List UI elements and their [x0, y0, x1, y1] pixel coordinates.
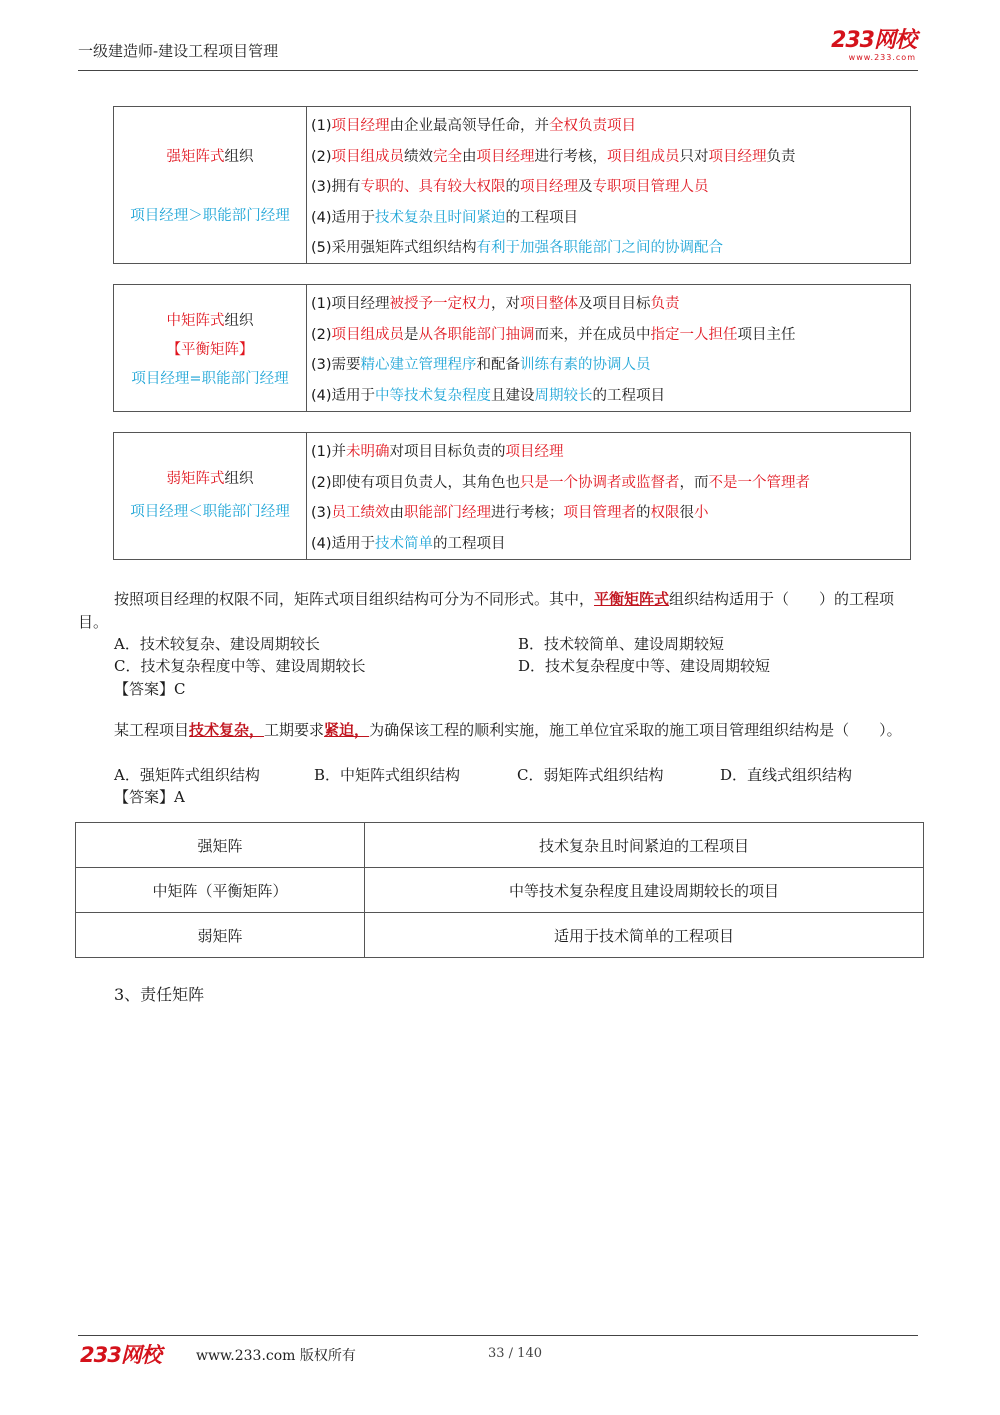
point-line: [311, 529, 910, 560]
q1-answer: 【答案】C: [114, 680, 186, 698]
point-text: 项目经理: [331, 118, 390, 134]
page-number: 33 / 140: [488, 1346, 542, 1361]
point-text: 而来，并在成员中: [534, 326, 651, 343]
weak-matrix-name: [167, 467, 254, 488]
table-cell: 中矩阵（平衡矩阵）: [76, 868, 365, 913]
balanced-matrix-name-suffix: 组织: [224, 312, 254, 329]
point-text: 未明确: [346, 444, 390, 460]
q2-stem-highlight-2: 紧迫，: [324, 721, 370, 739]
header-divider: [78, 70, 918, 71]
balanced-matrix-relation: 项目经理=职能部门经理: [131, 370, 289, 387]
point-line: [311, 381, 910, 412]
point-text: 技术复杂且时间紧迫: [375, 209, 506, 226]
point-line: [311, 289, 910, 320]
footer-logo: 233网校: [80, 1343, 161, 1367]
balanced-matrix-box: [113, 284, 911, 412]
point-text: 由: [462, 148, 477, 165]
point-text: 中等技术复杂程度: [375, 387, 492, 404]
point-text: 由企业最高领导任命，并: [389, 118, 550, 134]
strong-matrix-points: [307, 107, 910, 263]
q1-stem-b: 组织结构适用于（ ）的工程项目。: [78, 590, 895, 631]
point-text: 项目主任: [737, 326, 796, 343]
point-text: 的工程项目: [433, 535, 506, 552]
q2-answer: 【答案】A: [114, 788, 185, 806]
q2-stem-c: 为确保该工程的顺利实施，施工单位宜采取的施工项目管理组织结构是（ ）。: [369, 721, 902, 739]
section-heading: 3、责任矩阵: [114, 985, 205, 1004]
point-text: 职能部门经理: [404, 505, 492, 521]
q2-stem-a: 某工程项目: [114, 721, 190, 739]
q2-stem: [78, 719, 918, 742]
point-text: 专职的、具有: [360, 179, 448, 195]
point-text: 只是一个协调者或监督者: [520, 474, 680, 491]
balanced-matrix-name-red: 中矩阵式: [166, 312, 225, 329]
point-text: (4)适用于: [311, 535, 376, 552]
point-text: (4)适用于: [311, 209, 376, 226]
point-text: 项目组成员: [331, 326, 405, 343]
point-line: [311, 111, 910, 142]
point-text: 负责: [650, 296, 680, 312]
table-cell: 弱矩阵: [76, 913, 365, 958]
weak-matrix-points: [307, 433, 910, 559]
point-line: [311, 203, 910, 234]
table-cell: 技术复杂且时间紧迫的工程项目: [365, 823, 924, 868]
point-line: [311, 172, 910, 203]
point-line: [311, 437, 910, 468]
table-cell: 适用于技术简单的工程项目: [365, 913, 924, 958]
point-text: 且建设: [491, 387, 535, 404]
point-text: 只对: [679, 148, 709, 165]
point-text: 由: [389, 505, 405, 521]
point-text: 的工程项目: [592, 387, 666, 404]
point-line: [311, 468, 910, 499]
table-cell: 强矩阵: [76, 823, 365, 868]
q1-option-b: B．技术较简单、建设周期较短: [518, 635, 725, 653]
point-text: 项目经理: [505, 444, 564, 460]
q2-option-c: C．弱矩阵式组织结构: [517, 766, 664, 784]
footer-copyright: www.233.com 版权所有: [196, 1348, 356, 1364]
point-text: 绩效: [404, 148, 434, 165]
point-text: (2): [311, 326, 332, 343]
point-text: 及: [578, 179, 593, 195]
point-text: 的工程项目: [505, 209, 579, 226]
matrix-summary-table: [75, 822, 924, 958]
logo-url: www.233.com: [848, 53, 916, 62]
balanced-matrix-alias: 【平衡矩阵】: [166, 341, 254, 358]
q1-stem-highlight: 平衡矩阵式: [594, 590, 670, 608]
q1-option-a: A．技术较复杂、建设周期较长: [114, 635, 320, 653]
point-text: 权限: [650, 505, 680, 521]
point-line: [311, 233, 910, 264]
table-cell: 中等技术复杂程度且建设周期较长的项目: [365, 868, 924, 913]
point-text: 很: [679, 505, 695, 521]
document-title: 一级建造师-建设工程项目管理: [78, 42, 279, 60]
point-text: (1)项目经理: [311, 296, 390, 312]
point-text: 及项目目标: [578, 296, 651, 312]
point-text: 的: [505, 179, 521, 195]
point-text: 是: [404, 326, 419, 343]
point-text: ，而: [679, 474, 709, 491]
point-text: 有利于加强各职能部门之间的协调配合: [476, 240, 724, 256]
point-text: 周期较长: [534, 387, 593, 404]
point-text: 进行考核；: [491, 505, 564, 521]
point-text: 进行考核，: [534, 148, 608, 165]
table-row: [76, 868, 924, 913]
point-text: 全权负责项目: [549, 118, 637, 134]
logo-text: 233网校: [831, 28, 916, 53]
point-text: 小: [694, 505, 709, 521]
point-text: 项目经理: [708, 148, 767, 165]
footer-divider: [78, 1335, 918, 1336]
weak-matrix-name-suffix: 组织: [224, 471, 254, 487]
point-text: 项目经理: [476, 148, 535, 165]
point-text: (2): [311, 148, 332, 165]
point-text: 对项目目标负责的: [389, 444, 506, 460]
q1-stem-a: 按照项目经理的权限不同，矩阵式项目组织结构可分为不同形式。其中，: [114, 590, 595, 608]
point-text: 精心建立管理程序: [360, 357, 477, 373]
point-text: 项目整体: [520, 296, 579, 312]
q2-option-d: D．直线式组织结构: [720, 766, 853, 784]
strong-matrix-label: [114, 107, 307, 263]
point-text: 项目管理者: [563, 505, 637, 521]
q2-stem-highlight-1: 技术复杂，: [189, 721, 265, 739]
point-text: 的: [636, 505, 651, 521]
weak-matrix-box: [113, 432, 911, 560]
q1-option-c: C．技术复杂程度中等、建设周期较长: [114, 657, 366, 675]
point-text: 项目组成员: [607, 148, 680, 165]
point-text: (4)适用于: [311, 387, 376, 404]
strong-matrix-name: [167, 145, 254, 166]
balanced-matrix-points: [307, 285, 910, 411]
point-text: (2)即使有项目负责人，其角色也: [311, 474, 521, 491]
point-text: 较大权限: [447, 179, 506, 195]
point-text: 专职项目管理人员: [592, 179, 709, 195]
point-text: 项目经理: [520, 179, 579, 195]
q1-stem: [78, 588, 918, 633]
point-text: 不是一个管理者: [708, 474, 811, 491]
point-line: [311, 320, 910, 351]
point-line: [311, 350, 910, 381]
table-row: [76, 913, 924, 958]
point-text: (1): [311, 118, 332, 134]
point-text: ，对: [491, 296, 521, 312]
point-text: (5)采用强矩阵式组织结构: [311, 240, 477, 256]
point-text: 和配备: [476, 357, 521, 373]
table-row: [76, 823, 924, 868]
weak-matrix-relation: 项目经理＜职能部门经理: [130, 504, 290, 520]
point-text: 完全: [433, 148, 463, 165]
point-text: 训练有素的协调人员: [520, 357, 651, 373]
point-text: 员工绩效: [331, 505, 390, 521]
point-text: 被授予一定权力: [389, 296, 492, 312]
point-text: (1)并: [311, 444, 347, 460]
point-text: (3)需要: [311, 357, 361, 373]
balanced-matrix-name: [167, 309, 254, 330]
weak-matrix-label: [114, 433, 307, 559]
strong-matrix-name-red: 强矩阵式: [166, 149, 225, 165]
brand-logo: [831, 30, 916, 62]
q2-stem-b: 工期要求: [264, 721, 325, 739]
point-text: 指定一人担任: [650, 326, 738, 343]
point-line: [311, 142, 910, 173]
point-text: 项目组成员: [331, 148, 405, 165]
q2-option-b: B．中矩阵式组织结构: [314, 766, 461, 784]
point-text: (3)拥有: [311, 179, 361, 195]
point-text: 技术简单: [375, 535, 434, 552]
weak-matrix-name-red: 弱矩阵式: [166, 471, 225, 487]
point-text: 负责: [766, 148, 796, 165]
point-text: (3): [311, 505, 332, 521]
q2-option-a: A．强矩阵式组织结构: [114, 766, 260, 784]
point-line: [311, 498, 910, 529]
strong-matrix-box: [113, 106, 911, 264]
balanced-matrix-label: [114, 285, 307, 411]
point-text: 从各职能部门抽调: [418, 326, 535, 343]
strong-matrix-relation: 项目经理＞职能部门经理: [130, 208, 290, 224]
q1-option-d: D．技术复杂程度中等、建设周期较短: [518, 657, 771, 675]
strong-matrix-name-suffix: 组织: [224, 149, 254, 165]
